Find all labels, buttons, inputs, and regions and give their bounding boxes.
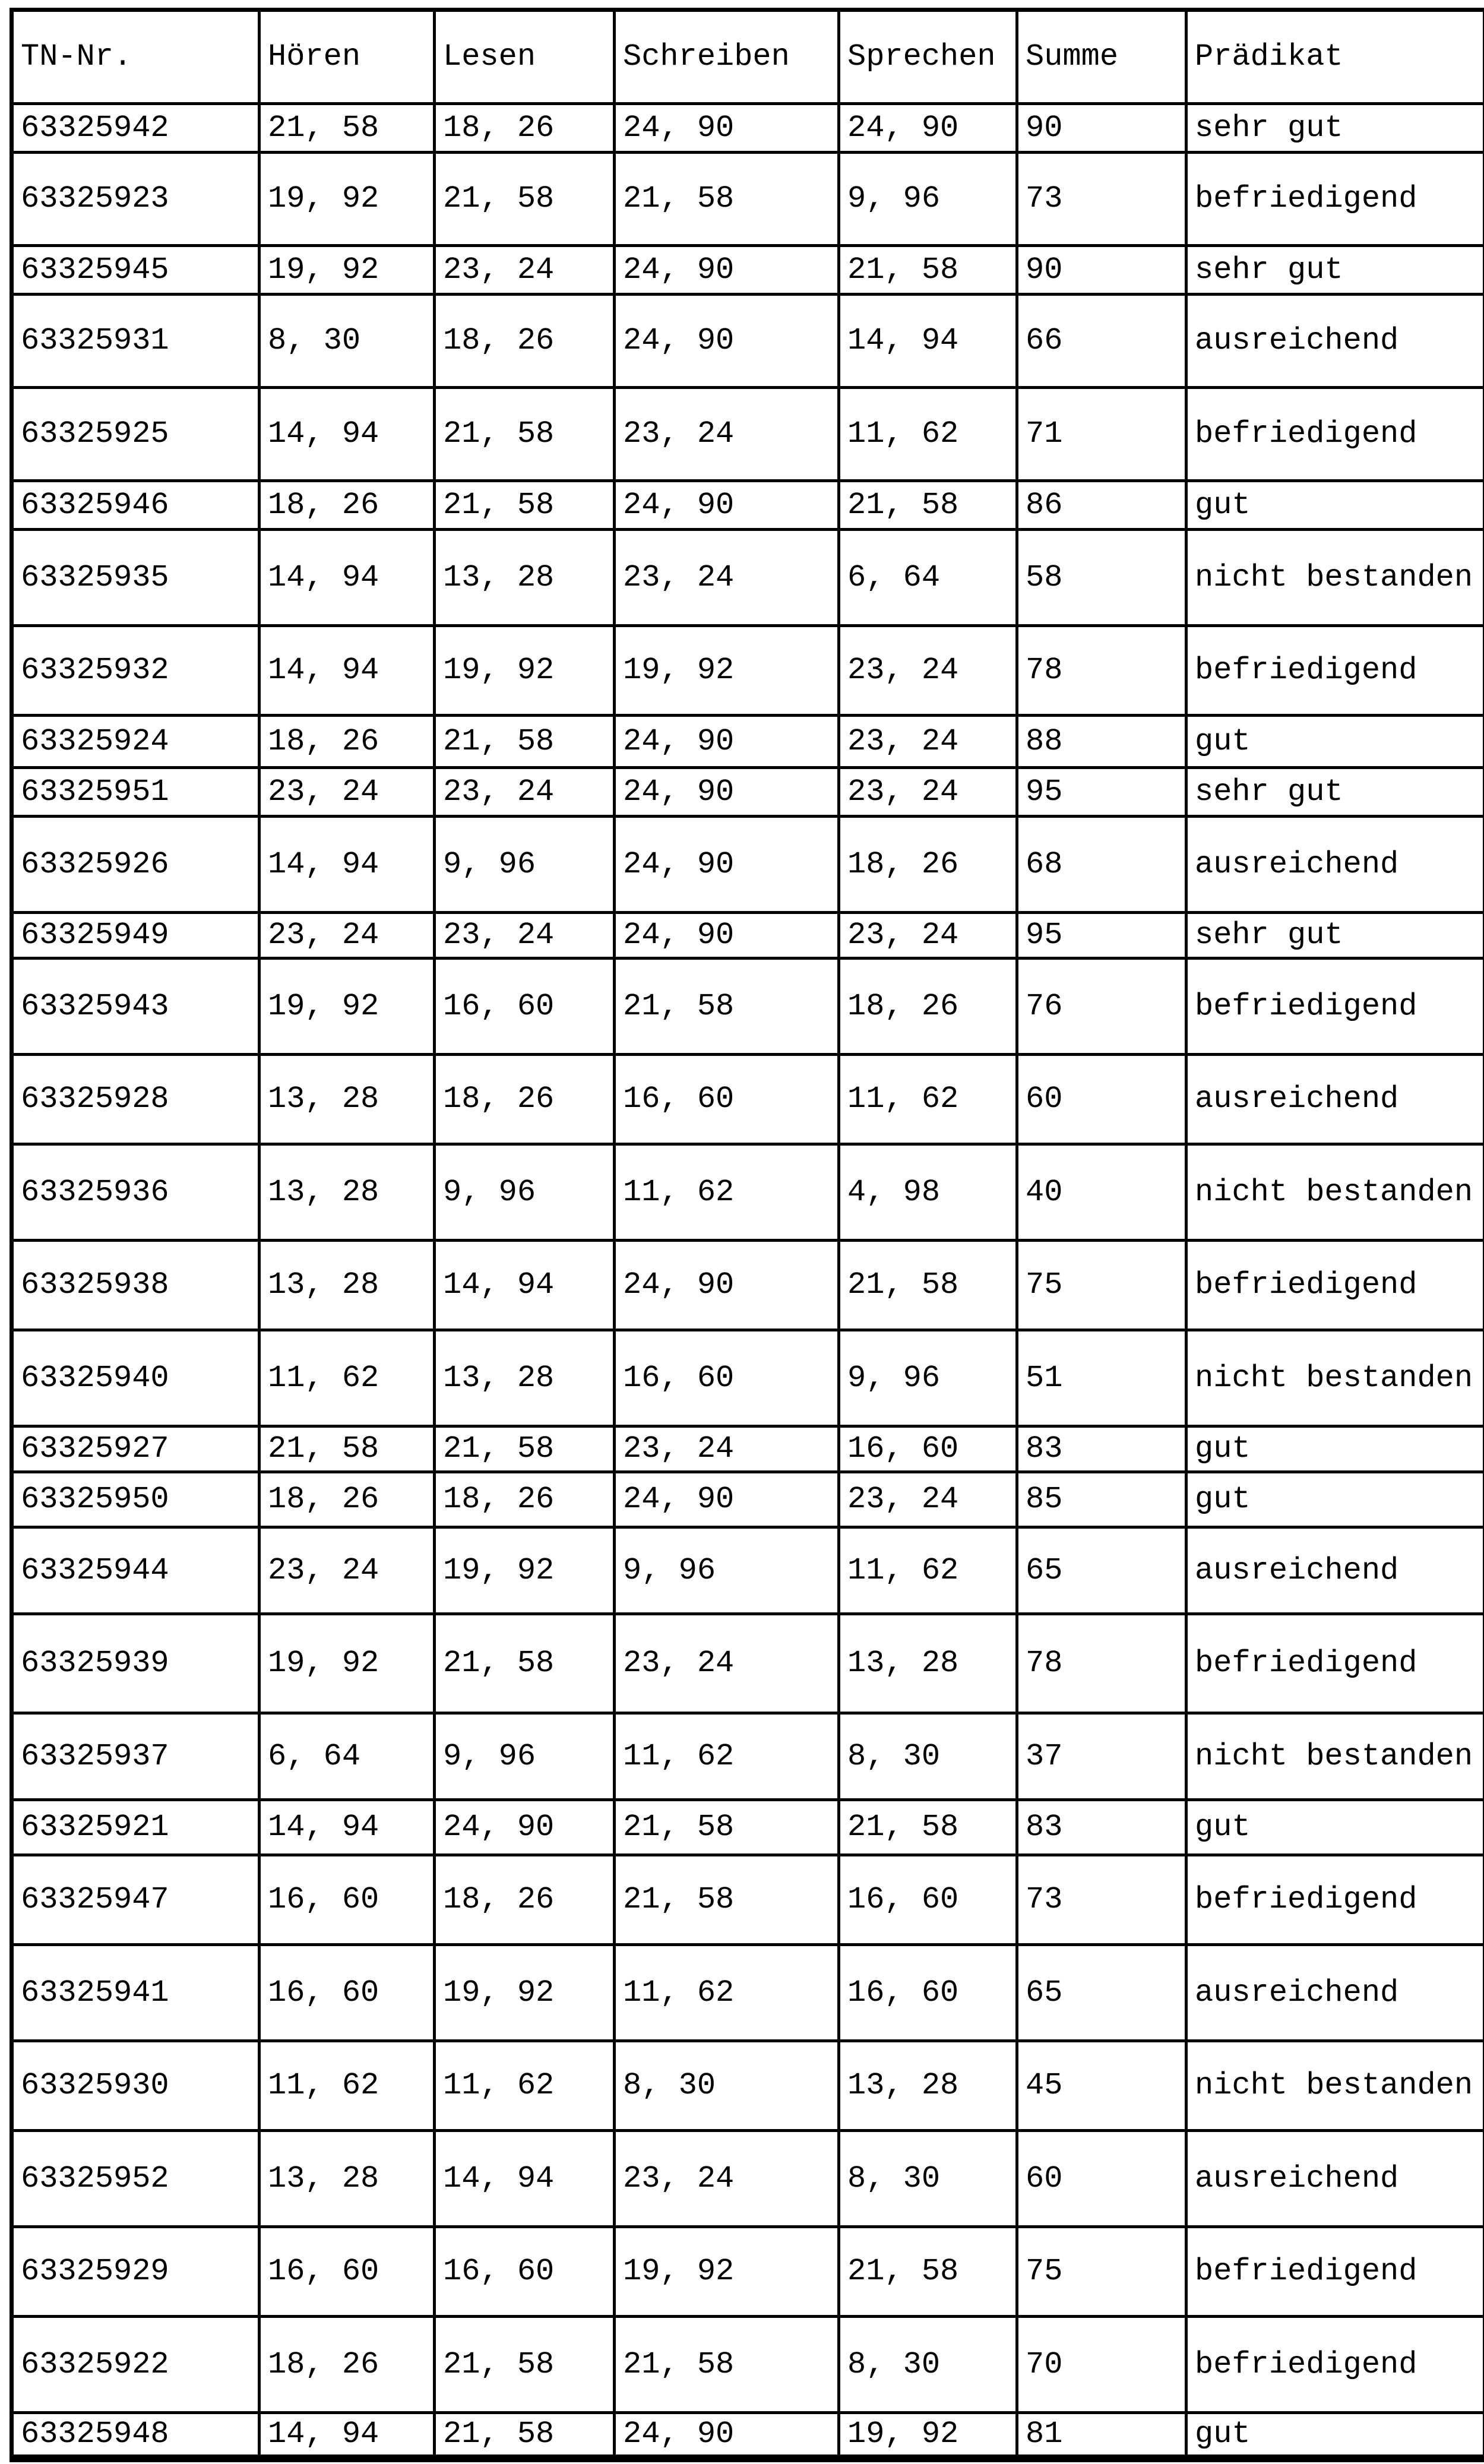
cell-lesen: 21, 58 — [435, 388, 615, 481]
table-row — [12, 153, 1484, 246]
cell-lesen: 13, 28 — [435, 530, 615, 626]
cell-schreiben: 24, 90 — [615, 1241, 839, 1330]
cell-lesen: 14, 94 — [435, 1241, 615, 1330]
table-row — [12, 1800, 1484, 1855]
cell-sprechen: 16, 60 — [839, 1855, 1017, 1945]
table-row — [12, 530, 1484, 626]
cell-summe: 37 — [1017, 1713, 1186, 1800]
table-body — [12, 104, 1484, 2459]
cell-sprechen: 9, 96 — [839, 1330, 1017, 1426]
table-row — [12, 1855, 1484, 1945]
cell-tn-nr: 63325945 — [12, 246, 260, 295]
cell-summe: 83 — [1017, 1800, 1186, 1855]
cell-hoeren: 11, 62 — [260, 2041, 435, 2131]
cell-lesen: 23, 24 — [435, 246, 615, 295]
cell-praedikat: sehr gut — [1186, 104, 1484, 153]
cell-tn-nr: 63325930 — [12, 2041, 260, 2131]
cell-summe: 70 — [1017, 2317, 1186, 2413]
cell-schreiben: 16, 60 — [615, 1330, 839, 1426]
cell-summe: 66 — [1017, 295, 1186, 388]
cell-tn-nr: 63325949 — [12, 913, 260, 959]
table-row — [12, 1426, 1484, 1472]
cell-summe: 95 — [1017, 768, 1186, 817]
cell-summe: 65 — [1017, 1527, 1186, 1614]
table-row — [12, 1945, 1484, 2041]
table-row — [12, 246, 1484, 295]
cell-praedikat: befriedigend — [1186, 2317, 1484, 2413]
cell-schreiben: 24, 90 — [615, 295, 839, 388]
cell-praedikat: befriedigend — [1186, 388, 1484, 481]
cell-summe: 83 — [1017, 1426, 1186, 1472]
cell-sprechen: 16, 60 — [839, 1426, 1017, 1472]
cell-hoeren: 8, 30 — [260, 295, 435, 388]
cell-schreiben: 24, 90 — [615, 246, 839, 295]
cell-sprechen: 11, 62 — [839, 1055, 1017, 1144]
cell-praedikat: befriedigend — [1186, 959, 1484, 1055]
cell-sprechen: 8, 30 — [839, 2317, 1017, 2413]
cell-hoeren: 14, 94 — [260, 388, 435, 481]
cell-tn-nr: 63325928 — [12, 1055, 260, 1144]
cell-lesen: 18, 26 — [435, 1855, 615, 1945]
cell-schreiben: 8, 30 — [615, 2041, 839, 2131]
cell-sprechen: 23, 24 — [839, 626, 1017, 716]
cell-praedikat: gut — [1186, 1800, 1484, 1855]
cell-tn-nr: 63325925 — [12, 388, 260, 481]
cell-summe: 95 — [1017, 913, 1186, 959]
header-row — [12, 10, 1484, 104]
cell-summe: 75 — [1017, 1241, 1186, 1330]
column-header-schreiben: Schreiben — [615, 10, 839, 104]
cell-hoeren: 13, 28 — [260, 1144, 435, 1241]
cell-praedikat: ausreichend — [1186, 817, 1484, 913]
results-table — [10, 8, 1484, 2462]
cell-tn-nr: 63325936 — [12, 1144, 260, 1241]
cell-schreiben: 21, 58 — [615, 1800, 839, 1855]
cell-tn-nr: 63325940 — [12, 1330, 260, 1426]
cell-schreiben: 23, 24 — [615, 2131, 839, 2227]
cell-tn-nr: 63325935 — [12, 530, 260, 626]
cell-schreiben: 24, 90 — [615, 1472, 839, 1527]
cell-schreiben: 23, 24 — [615, 388, 839, 481]
cell-hoeren: 6, 64 — [260, 1713, 435, 1800]
cell-tn-nr: 63325931 — [12, 295, 260, 388]
cell-schreiben: 16, 60 — [615, 1055, 839, 1144]
cell-tn-nr: 63325942 — [12, 104, 260, 153]
cell-sprechen: 9, 96 — [839, 153, 1017, 246]
cell-lesen: 24, 90 — [435, 1800, 615, 1855]
cell-praedikat: sehr gut — [1186, 768, 1484, 817]
cell-summe: 71 — [1017, 388, 1186, 481]
cell-hoeren: 18, 26 — [260, 1472, 435, 1527]
cell-lesen: 11, 62 — [435, 2041, 615, 2131]
cell-hoeren: 16, 60 — [260, 1945, 435, 2041]
cell-hoeren: 23, 24 — [260, 1527, 435, 1614]
cell-lesen: 21, 58 — [435, 153, 615, 246]
cell-praedikat: nicht bestanden — [1186, 1713, 1484, 1800]
table-row — [12, 1713, 1484, 1800]
cell-tn-nr: 63325923 — [12, 153, 260, 246]
cell-sprechen: 18, 26 — [839, 959, 1017, 1055]
cell-summe: 60 — [1017, 1055, 1186, 1144]
cell-hoeren: 19, 92 — [260, 1614, 435, 1713]
cell-hoeren: 14, 94 — [260, 817, 435, 913]
cell-praedikat: ausreichend — [1186, 1945, 1484, 2041]
cell-praedikat: ausreichend — [1186, 2131, 1484, 2227]
cell-hoeren: 11, 62 — [260, 1330, 435, 1426]
cell-praedikat: gut — [1186, 2413, 1484, 2459]
table-row — [12, 768, 1484, 817]
cell-schreiben: 23, 24 — [615, 1426, 839, 1472]
cell-summe: 45 — [1017, 2041, 1186, 2131]
cell-praedikat: ausreichend — [1186, 1527, 1484, 1614]
cell-summe: 90 — [1017, 104, 1186, 153]
cell-hoeren: 13, 28 — [260, 1241, 435, 1330]
cell-praedikat: ausreichend — [1186, 295, 1484, 388]
cell-tn-nr: 63325941 — [12, 1945, 260, 2041]
cell-schreiben: 24, 90 — [615, 481, 839, 530]
column-header-sprechen: Sprechen — [839, 10, 1017, 104]
cell-schreiben: 19, 92 — [615, 2227, 839, 2317]
cell-sprechen: 8, 30 — [839, 1713, 1017, 1800]
column-header-tn-nr: TN-Nr. — [12, 10, 260, 104]
cell-lesen: 9, 96 — [435, 1713, 615, 1800]
cell-summe: 78 — [1017, 1614, 1186, 1713]
cell-summe: 73 — [1017, 153, 1186, 246]
table-row — [12, 2131, 1484, 2227]
cell-tn-nr: 63325950 — [12, 1472, 260, 1527]
cell-summe: 65 — [1017, 1945, 1186, 2041]
cell-praedikat: gut — [1186, 716, 1484, 768]
cell-lesen: 23, 24 — [435, 913, 615, 959]
cell-summe: 76 — [1017, 959, 1186, 1055]
cell-praedikat: befriedigend — [1186, 626, 1484, 716]
cell-hoeren: 19, 92 — [260, 246, 435, 295]
cell-sprechen: 23, 24 — [839, 716, 1017, 768]
cell-lesen: 18, 26 — [435, 1472, 615, 1527]
cell-praedikat: nicht bestanden — [1186, 1330, 1484, 1426]
cell-praedikat: nicht bestanden — [1186, 2041, 1484, 2131]
cell-praedikat: nicht bestanden — [1186, 530, 1484, 626]
cell-praedikat: nicht bestanden — [1186, 1144, 1484, 1241]
cell-tn-nr: 63325927 — [12, 1426, 260, 1472]
table-header — [12, 10, 1484, 104]
cell-schreiben: 23, 24 — [615, 530, 839, 626]
table-row — [12, 1241, 1484, 1330]
cell-summe: 85 — [1017, 1472, 1186, 1527]
table-row — [12, 716, 1484, 768]
cell-summe: 78 — [1017, 626, 1186, 716]
cell-lesen: 23, 24 — [435, 768, 615, 817]
cell-lesen: 18, 26 — [435, 104, 615, 153]
cell-summe: 58 — [1017, 530, 1186, 626]
cell-tn-nr: 63325952 — [12, 2131, 260, 2227]
cell-hoeren: 19, 92 — [260, 959, 435, 1055]
cell-summe: 90 — [1017, 246, 1186, 295]
table-row — [12, 295, 1484, 388]
cell-sprechen: 23, 24 — [839, 768, 1017, 817]
cell-praedikat: befriedigend — [1186, 1241, 1484, 1330]
table-row — [12, 104, 1484, 153]
cell-lesen: 19, 92 — [435, 1945, 615, 2041]
cell-hoeren: 19, 92 — [260, 153, 435, 246]
cell-hoeren: 16, 60 — [260, 2227, 435, 2317]
cell-hoeren: 13, 28 — [260, 1055, 435, 1144]
cell-summe: 86 — [1017, 481, 1186, 530]
cell-lesen: 21, 58 — [435, 2413, 615, 2459]
table-row — [12, 626, 1484, 716]
cell-praedikat: befriedigend — [1186, 1614, 1484, 1713]
cell-sprechen: 13, 28 — [839, 1614, 1017, 1713]
table-row — [12, 1330, 1484, 1426]
cell-schreiben: 19, 92 — [615, 626, 839, 716]
cell-tn-nr: 63325938 — [12, 1241, 260, 1330]
cell-tn-nr: 63325947 — [12, 1855, 260, 1945]
cell-schreiben: 21, 58 — [615, 153, 839, 246]
cell-schreiben: 21, 58 — [615, 2317, 839, 2413]
cell-sprechen: 21, 58 — [839, 481, 1017, 530]
column-header-lesen: Lesen — [435, 10, 615, 104]
table-row — [12, 2227, 1484, 2317]
cell-lesen: 21, 58 — [435, 481, 615, 530]
cell-lesen: 21, 58 — [435, 716, 615, 768]
table-row — [12, 1144, 1484, 1241]
cell-tn-nr: 63325922 — [12, 2317, 260, 2413]
cell-schreiben: 24, 90 — [615, 2413, 839, 2459]
cell-sprechen: 21, 58 — [839, 2227, 1017, 2317]
column-header-hoeren: Hören — [260, 10, 435, 104]
cell-schreiben: 9, 96 — [615, 1527, 839, 1614]
cell-hoeren: 23, 24 — [260, 768, 435, 817]
cell-sprechen: 4, 98 — [839, 1144, 1017, 1241]
cell-summe: 88 — [1017, 716, 1186, 768]
cell-schreiben: 21, 58 — [615, 1855, 839, 1945]
cell-sprechen: 21, 58 — [839, 1241, 1017, 1330]
cell-summe: 75 — [1017, 2227, 1186, 2317]
cell-tn-nr: 63325948 — [12, 2413, 260, 2459]
cell-schreiben: 11, 62 — [615, 1713, 839, 1800]
cell-praedikat: sehr gut — [1186, 246, 1484, 295]
table-row — [12, 388, 1484, 481]
cell-lesen: 19, 92 — [435, 626, 615, 716]
table-row — [12, 2041, 1484, 2131]
cell-praedikat: gut — [1186, 1426, 1484, 1472]
table-row — [12, 1614, 1484, 1713]
cell-lesen: 16, 60 — [435, 2227, 615, 2317]
cell-schreiben: 24, 90 — [615, 913, 839, 959]
cell-sprechen: 6, 64 — [839, 530, 1017, 626]
cell-summe: 51 — [1017, 1330, 1186, 1426]
cell-tn-nr: 63325946 — [12, 481, 260, 530]
cell-sprechen: 13, 28 — [839, 2041, 1017, 2131]
cell-sprechen: 24, 90 — [839, 104, 1017, 153]
column-header-praedikat: Prädikat — [1186, 10, 1484, 104]
cell-sprechen: 21, 58 — [839, 246, 1017, 295]
cell-hoeren: 18, 26 — [260, 716, 435, 768]
cell-lesen: 18, 26 — [435, 1055, 615, 1144]
cell-tn-nr: 63325944 — [12, 1527, 260, 1614]
cell-hoeren: 13, 28 — [260, 2131, 435, 2227]
cell-praedikat: ausreichend — [1186, 1055, 1484, 1144]
cell-praedikat: gut — [1186, 1472, 1484, 1527]
table-row — [12, 1055, 1484, 1144]
cell-summe: 73 — [1017, 1855, 1186, 1945]
cell-lesen: 18, 26 — [435, 295, 615, 388]
cell-praedikat: befriedigend — [1186, 153, 1484, 246]
cell-lesen: 13, 28 — [435, 1330, 615, 1426]
cell-tn-nr: 63325951 — [12, 768, 260, 817]
table-row — [12, 1472, 1484, 1527]
cell-schreiben: 24, 90 — [615, 104, 839, 153]
cell-hoeren: 14, 94 — [260, 1800, 435, 1855]
table-row — [12, 959, 1484, 1055]
cell-tn-nr: 63325939 — [12, 1614, 260, 1713]
cell-tn-nr: 63325924 — [12, 716, 260, 768]
cell-sprechen: 14, 94 — [839, 295, 1017, 388]
cell-tn-nr: 63325932 — [12, 626, 260, 716]
cell-sprechen: 21, 58 — [839, 1800, 1017, 1855]
cell-sprechen: 11, 62 — [839, 1527, 1017, 1614]
cell-hoeren: 14, 94 — [260, 2413, 435, 2459]
cell-hoeren: 21, 58 — [260, 1426, 435, 1472]
cell-hoeren: 18, 26 — [260, 481, 435, 530]
cell-praedikat: sehr gut — [1186, 913, 1484, 959]
cell-sprechen: 23, 24 — [839, 913, 1017, 959]
cell-tn-nr: 63325929 — [12, 2227, 260, 2317]
cell-schreiben: 24, 90 — [615, 817, 839, 913]
cell-summe: 68 — [1017, 817, 1186, 913]
cell-summe: 40 — [1017, 1144, 1186, 1241]
cell-schreiben: 21, 58 — [615, 959, 839, 1055]
cell-schreiben: 24, 90 — [615, 768, 839, 817]
cell-praedikat: befriedigend — [1186, 1855, 1484, 1945]
cell-hoeren: 16, 60 — [260, 1855, 435, 1945]
cell-praedikat: gut — [1186, 481, 1484, 530]
cell-schreiben: 23, 24 — [615, 1614, 839, 1713]
cell-schreiben: 11, 62 — [615, 1144, 839, 1241]
cell-hoeren: 18, 26 — [260, 2317, 435, 2413]
table-row — [12, 913, 1484, 959]
cell-tn-nr: 63325926 — [12, 817, 260, 913]
table-row — [12, 1527, 1484, 1614]
cell-sprechen: 11, 62 — [839, 388, 1017, 481]
cell-hoeren: 14, 94 — [260, 530, 435, 626]
cell-schreiben: 24, 90 — [615, 716, 839, 768]
column-header-summe: Summe — [1017, 10, 1186, 104]
cell-hoeren: 23, 24 — [260, 913, 435, 959]
cell-sprechen: 8, 30 — [839, 2131, 1017, 2227]
cell-lesen: 19, 92 — [435, 1527, 615, 1614]
table-row — [12, 2413, 1484, 2459]
cell-summe: 60 — [1017, 2131, 1186, 2227]
cell-lesen: 21, 58 — [435, 2317, 615, 2413]
cell-lesen: 21, 58 — [435, 1426, 615, 1472]
cell-sprechen: 16, 60 — [839, 1945, 1017, 2041]
table-row — [12, 817, 1484, 913]
cell-sprechen: 23, 24 — [839, 1472, 1017, 1527]
cell-lesen: 14, 94 — [435, 2131, 615, 2227]
cell-lesen: 9, 96 — [435, 817, 615, 913]
cell-praedikat: befriedigend — [1186, 2227, 1484, 2317]
cell-lesen: 9, 96 — [435, 1144, 615, 1241]
cell-hoeren: 21, 58 — [260, 104, 435, 153]
cell-tn-nr: 63325921 — [12, 1800, 260, 1855]
cell-sprechen: 18, 26 — [839, 817, 1017, 913]
cell-lesen: 16, 60 — [435, 959, 615, 1055]
cell-tn-nr: 63325937 — [12, 1713, 260, 1800]
table-row — [12, 481, 1484, 530]
cell-summe: 81 — [1017, 2413, 1186, 2459]
table-row — [12, 2317, 1484, 2413]
cell-lesen: 21, 58 — [435, 1614, 615, 1713]
cell-tn-nr: 63325943 — [12, 959, 260, 1055]
cell-schreiben: 11, 62 — [615, 1945, 839, 2041]
cell-sprechen: 19, 92 — [839, 2413, 1017, 2459]
cell-hoeren: 14, 94 — [260, 626, 435, 716]
